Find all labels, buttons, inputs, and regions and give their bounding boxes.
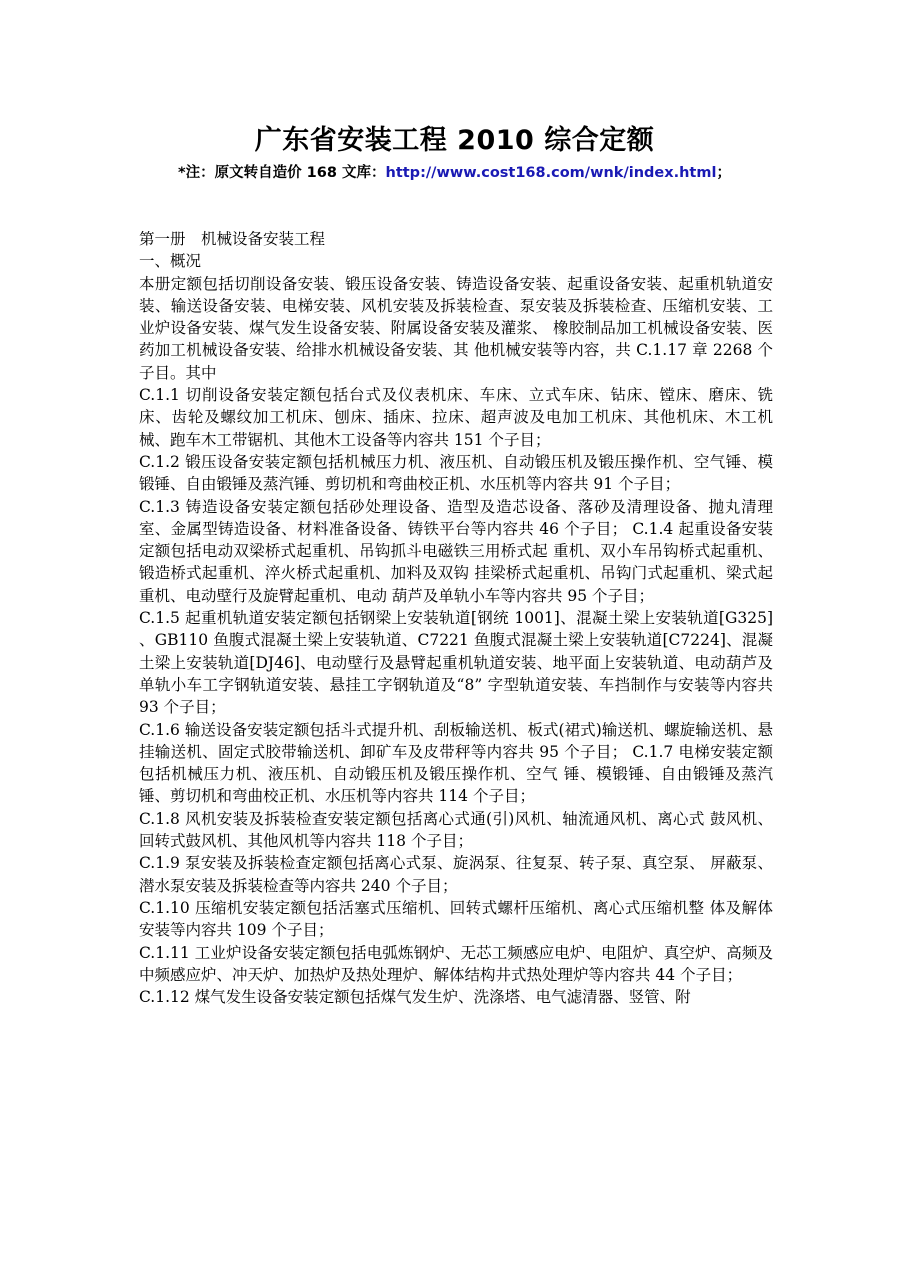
paragraph-c1-3-c1-4: C.1.3 铸造设备安装定额包括砂处理设备、造型及造芯设备、落砂及清理设备、抛丸清理室、金属型铸造设备、材料准备设备、铸铁平台等内容共 46 个子目； C.1.4 起重设备安装定额包括电动双梁桥式起重机、吊钩抓斗电磁铁三用桥式起 重机、双小车吊钩桥式起重机、锻造桥式起重机、淬火桥式起重机、加料及双钩 挂梁桥式起重机、吊钩门式起重机、梁式起重机、电动壁行及旋臂起重机、电动 葫芦及单轨小车等内容共 95 个子目； xyxy=(139,497,773,605)
paragraph-c1-1: C.1.1 切削设备安装定额包括台式及仪表机床、车床、立式车床、钻床、镗床、磨床、铣床、齿轮及螺纹加工机床、刨床、插床、拉床、超声波及电加工机床、其他机床、木工机械、跑车木工带锯机、其他木工设备等内容共 151 个子目； xyxy=(139,386,773,449)
paragraph-c1-8: C.1.8 风机安装及拆装检查安装定额包括离心式通(引)风机、轴流通风机、离心式 鼓风机、回转式鼓风机、其他风机等内容共 118 个子目； xyxy=(139,809,773,851)
source-note-suffix: ； xyxy=(716,165,731,181)
paragraph-c1-6-c1-7: C.1.6 输送设备安装定额包括斗式提升机、刮板输送机、板式(裙式)输送机、螺旋输送机、悬挂输送机、固定式胶带输送机、卸矿车及皮带秤等内容共 95 个子目； C.1.7 电梯安装定额包括机械压力机、液压机、自动锻压机及锻压操作机、空气 锤、模锻锤、自由锻锤及蒸汽锤、剪切机和弯曲校正机、水压机等内容共 114 个子目； xyxy=(139,720,773,806)
section-title: 一、概况 xyxy=(139,252,202,271)
source-url-link[interactable]: http://www.cost168.com/wnk/index.html xyxy=(385,165,717,181)
source-note xyxy=(0,161,909,182)
paragraph-c1-9: C.1.9 泵安装及拆装检查定额包括离心式泵、旋涡泵、往复泵、转子泵、真空泵、 屏蔽泵、潜水泵安装及拆装检查等内容共 240 个子目； xyxy=(139,854,773,895)
document-body xyxy=(139,228,773,1008)
paragraph-c1-5: C.1.5 起重机轨道安装定额包括钢梁上安装轨道[钢统 1001]、混凝土梁上安装轨道[G325] 、GB110 鱼腹式混凝土梁上安装轨道、C7221 鱼腹式混凝土梁上安装轨道[C7224]、混凝土梁上安装轨道[DJ46]、电动壁行及悬臂起重机轨道安装、地平面上安装轨道、电动葫芦及单轨小车工字钢轨道安装、悬挂工字钢轨道及“8” 字型轨道安装、车挡制作与安装等内容共 93 个子目； xyxy=(139,609,773,717)
paragraph-c1-10: C.1.10 压缩机安装定额包括活塞式压缩机、回转式螺杆压缩机、离心式压缩机整 体及解体安装等内容共 109 个子目； xyxy=(139,898,773,940)
document-title: 广东省安装工程 2010 综合定额 xyxy=(254,125,655,156)
paragraph-overview: 本册定额包括切削设备安装、锻压设备安装、铸造设备安装、起重设备安装、起重机轨道安装、输送设备安装、电梯安装、风机安装及拆装检查、泵安装及拆装检查、压缩机安装、工业炉设备安装、煤气发生设备安装、附属设备安装及灌浆、 橡胶制品加工机械设备安装、医药加工机械设备安装、给排水机械设备安装、其 他机械安装等内容，共 C.1.17 章 2268 个子目。其中 xyxy=(139,274,773,382)
paragraph-c1-2: C.1.2 锻压设备安装定额包括机械压力机、液压机、自动锻压机及锻压操作机、空气锤、模锻锤、自由锻锤及蒸汽锤、剪切机和弯曲校正机、水压机等内容共 91 个子目； xyxy=(139,452,773,494)
book-title: 第一册 机械设备安装工程 xyxy=(139,230,326,248)
source-note-prefix: *注：原文转自造价 168 文库： xyxy=(178,165,386,181)
paragraph-c1-11: C.1.11 工业炉设备安装定额包括电弧炼钢炉、无芯工频感应电炉、电阻炉、真空炉、高频及中频感应炉、冲天炉、加热炉及热处理炉、解体结构井式热处理炉等内容共 44 个子目； xyxy=(139,943,773,984)
paragraph-c1-12: C.1.12 煤气发生设备安装定额包括煤气发生炉、洗涤塔、电气滤清器、竖管、附 xyxy=(139,988,691,1007)
